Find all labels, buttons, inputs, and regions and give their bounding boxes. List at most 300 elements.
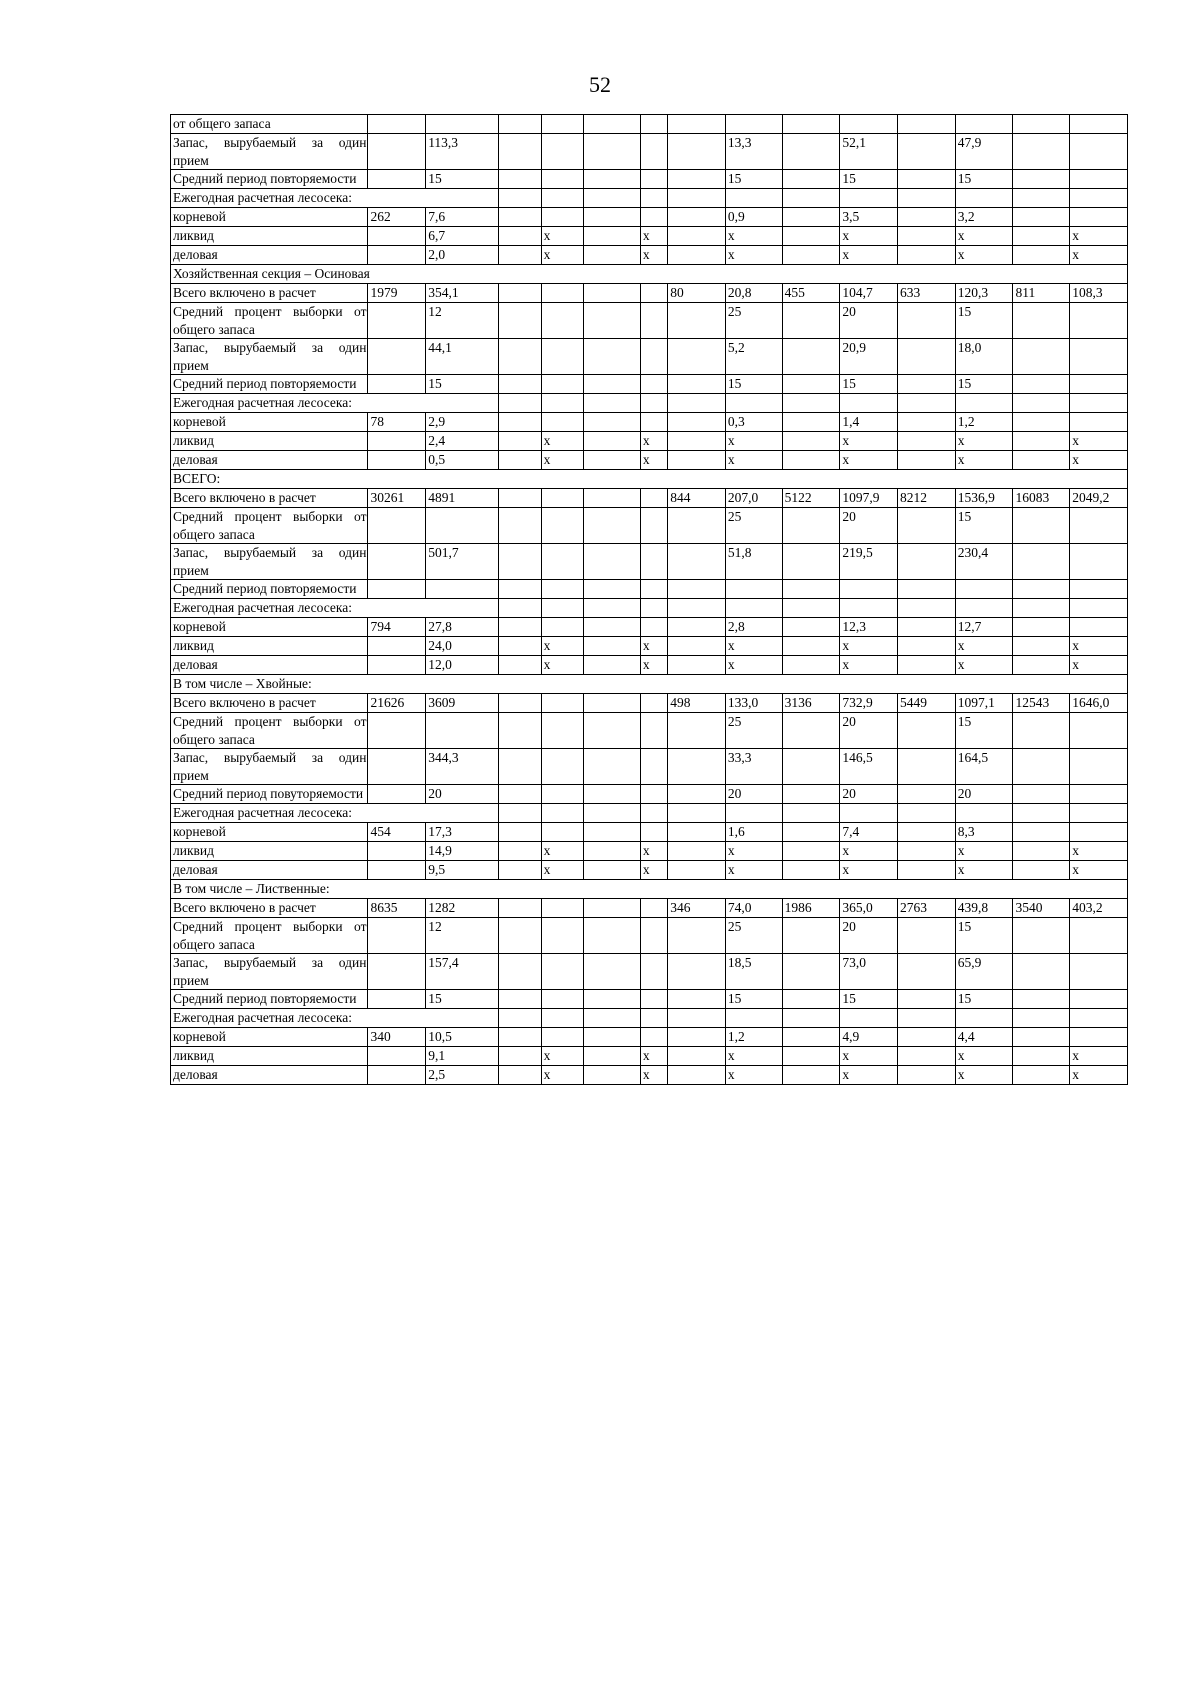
table-cell: 24,0 <box>426 637 499 656</box>
table-cell <box>640 618 667 637</box>
table-cell <box>584 1066 641 1085</box>
table-cell: 1,2 <box>725 1028 782 1047</box>
table-row <box>171 842 1128 861</box>
table-cell <box>898 1009 956 1028</box>
table-cell <box>584 339 641 375</box>
table-cell <box>584 303 641 339</box>
table-cell <box>640 990 667 1009</box>
table-cell <box>1013 115 1070 134</box>
table-cell: 9,5 <box>426 861 499 880</box>
table-cell <box>368 861 426 880</box>
table-cell <box>782 713 840 749</box>
row-label: ликвид <box>171 432 368 451</box>
table-cell <box>499 227 542 246</box>
table-cell <box>1013 339 1070 375</box>
table-cell <box>368 303 426 339</box>
table-cell <box>499 508 542 544</box>
table-cell: x <box>840 656 898 675</box>
table-cell: 16083 <box>1013 489 1070 508</box>
table-cell: 403,2 <box>1070 899 1128 918</box>
table-cell <box>584 246 641 265</box>
table-cell <box>1013 508 1070 544</box>
row-label: Запас, вырубаемый за один прием <box>171 749 368 785</box>
table-cell <box>668 580 726 599</box>
table-row <box>171 694 1128 713</box>
row-label: Средний период повуторяемости <box>171 785 368 804</box>
table-cell <box>898 656 956 675</box>
table-cell <box>782 637 840 656</box>
table-cell: x <box>840 246 898 265</box>
table-cell <box>668 1009 726 1028</box>
table-cell <box>368 227 426 246</box>
table-cell <box>668 842 726 861</box>
table-cell <box>499 451 542 470</box>
table-cell <box>640 694 667 713</box>
table-cell <box>668 918 726 954</box>
table-cell: 344,3 <box>426 749 499 785</box>
table-cell <box>725 115 782 134</box>
table-cell <box>782 842 840 861</box>
section-row <box>171 804 1128 823</box>
table-cell: x <box>955 861 1013 880</box>
table-cell <box>1013 189 1070 208</box>
table-cell <box>1070 804 1128 823</box>
table-cell: 47,9 <box>955 134 1013 170</box>
table-cell <box>898 115 956 134</box>
table-cell: x <box>1070 1047 1128 1066</box>
section-row <box>171 394 1128 413</box>
table-cell <box>1013 208 1070 227</box>
table-cell <box>898 804 956 823</box>
table-cell <box>898 990 956 1009</box>
table-cell: x <box>955 842 1013 861</box>
table-cell: 15 <box>840 375 898 394</box>
table-cell: x <box>840 842 898 861</box>
table-cell <box>1070 990 1128 1009</box>
table-cell: x <box>725 1047 782 1066</box>
table-cell <box>584 899 641 918</box>
table-cell <box>668 954 726 990</box>
table-cell: 25 <box>725 303 782 339</box>
table-cell <box>541 785 584 804</box>
section-row <box>171 189 1128 208</box>
table-cell: 17,3 <box>426 823 499 842</box>
table-cell <box>898 375 956 394</box>
table-cell: 21626 <box>368 694 426 713</box>
section-heading: ВСЕГО: <box>171 470 1128 489</box>
table-cell <box>541 918 584 954</box>
table-cell <box>1070 170 1128 189</box>
table-cell <box>668 134 726 170</box>
table-cell: 8635 <box>368 899 426 918</box>
table-cell <box>499 713 542 749</box>
table-cell: x <box>1070 842 1128 861</box>
table-cell: 15 <box>725 990 782 1009</box>
table-cell <box>668 1047 726 1066</box>
table-cell <box>541 189 584 208</box>
table-cell <box>499 694 542 713</box>
table-cell: 15 <box>955 170 1013 189</box>
table-cell <box>898 208 956 227</box>
table-cell <box>782 451 840 470</box>
table-cell <box>782 804 840 823</box>
table-cell <box>725 189 782 208</box>
table-cell: 12,3 <box>840 618 898 637</box>
table-row <box>171 656 1128 675</box>
table-cell: x <box>840 1066 898 1085</box>
table-cell <box>541 713 584 749</box>
table-cell <box>898 599 956 618</box>
table-cell: x <box>640 451 667 470</box>
table-cell <box>668 508 726 544</box>
table-cell: 80 <box>668 284 726 303</box>
table-cell <box>640 580 667 599</box>
table-cell <box>499 1047 542 1066</box>
section-heading: Ежегодная расчетная лесосека: <box>171 804 499 823</box>
table-cell <box>1013 918 1070 954</box>
table-cell: 113,3 <box>426 134 499 170</box>
table-cell <box>368 713 426 749</box>
table-cell: x <box>725 227 782 246</box>
table-cell: 15 <box>725 170 782 189</box>
table-cell <box>541 618 584 637</box>
table-cell <box>955 599 1013 618</box>
table-cell <box>1070 208 1128 227</box>
table-cell <box>898 785 956 804</box>
table-cell <box>499 990 542 1009</box>
table-cell: x <box>541 1066 584 1085</box>
table-cell <box>1013 1047 1070 1066</box>
table-cell: 3136 <box>782 694 840 713</box>
row-label: Всего включено в расчет <box>171 489 368 508</box>
table-cell <box>541 694 584 713</box>
table-cell: 104,7 <box>840 284 898 303</box>
table-cell <box>499 656 542 675</box>
table-row <box>171 954 1128 990</box>
table-cell <box>1070 375 1128 394</box>
table-cell <box>725 580 782 599</box>
table-cell <box>368 1047 426 1066</box>
table-row <box>171 861 1128 880</box>
table-cell <box>426 115 499 134</box>
table-cell <box>499 580 542 599</box>
table-cell: x <box>955 432 1013 451</box>
table-cell <box>584 170 641 189</box>
table-cell: 3540 <box>1013 899 1070 918</box>
table-row <box>171 339 1128 375</box>
table-cell <box>898 1047 956 1066</box>
table-cell: 73,0 <box>840 954 898 990</box>
table-cell: x <box>640 246 667 265</box>
table-cell <box>584 115 641 134</box>
table-cell <box>368 1066 426 1085</box>
table-cell <box>426 508 499 544</box>
table-cell <box>1013 134 1070 170</box>
table-cell: 6,7 <box>426 227 499 246</box>
table-cell <box>782 954 840 990</box>
table-cell <box>1070 1028 1128 1047</box>
table-cell: x <box>725 637 782 656</box>
table-cell: x <box>1070 451 1128 470</box>
table-cell: x <box>640 432 667 451</box>
table-row <box>171 375 1128 394</box>
table-cell: 13,3 <box>725 134 782 170</box>
table-row <box>171 1066 1128 1085</box>
table-cell <box>782 413 840 432</box>
table-cell <box>1013 804 1070 823</box>
table-cell <box>1013 823 1070 842</box>
table-cell: 12,0 <box>426 656 499 675</box>
table-cell <box>668 713 726 749</box>
table-cell <box>640 1009 667 1028</box>
table-cell: x <box>640 637 667 656</box>
table-cell <box>840 189 898 208</box>
table-cell <box>584 599 641 618</box>
table-row <box>171 208 1128 227</box>
table-cell: 0,5 <box>426 451 499 470</box>
table-cell <box>499 842 542 861</box>
table-cell <box>541 1028 584 1047</box>
table-cell <box>1013 656 1070 675</box>
table-cell <box>541 508 584 544</box>
table-cell: 51,8 <box>725 544 782 580</box>
table-cell <box>782 1009 840 1028</box>
table-cell: 78 <box>368 413 426 432</box>
table-cell <box>898 170 956 189</box>
row-label: Всего включено в расчет <box>171 694 368 713</box>
table-cell <box>1013 544 1070 580</box>
table-cell: 501,7 <box>426 544 499 580</box>
table-cell <box>840 599 898 618</box>
table-cell: 7,6 <box>426 208 499 227</box>
section-heading: Ежегодная расчетная лесосека: <box>171 1009 499 1028</box>
table-cell <box>782 990 840 1009</box>
table-cell: 15 <box>840 990 898 1009</box>
table-row <box>171 246 1128 265</box>
table-cell <box>499 189 542 208</box>
table-cell <box>668 1066 726 1085</box>
table-cell: 1979 <box>368 284 426 303</box>
table-row <box>171 432 1128 451</box>
table-cell: 0,3 <box>725 413 782 432</box>
table-cell <box>640 804 667 823</box>
table-cell: 14,9 <box>426 842 499 861</box>
table-cell <box>782 189 840 208</box>
table-row <box>171 580 1128 599</box>
section-heading: Хозяйственная секция – Осиновая <box>171 265 1128 284</box>
table-cell <box>782 580 840 599</box>
table-cell <box>782 785 840 804</box>
table-cell <box>640 394 667 413</box>
table-cell <box>541 823 584 842</box>
table-cell <box>898 918 956 954</box>
table-cell <box>499 489 542 508</box>
table-cell <box>541 990 584 1009</box>
table-cell <box>1013 1066 1070 1085</box>
table-cell <box>584 451 641 470</box>
table-cell <box>499 134 542 170</box>
table-cell <box>541 954 584 990</box>
table-cell: 12 <box>426 303 499 339</box>
table-cell: 207,0 <box>725 489 782 508</box>
table-cell <box>499 1028 542 1047</box>
table-cell <box>955 580 1013 599</box>
row-label: корневой <box>171 1028 368 1047</box>
table-cell <box>725 804 782 823</box>
table-cell: 5449 <box>898 694 956 713</box>
table-cell <box>584 842 641 861</box>
table-cell <box>840 115 898 134</box>
table-cell <box>668 749 726 785</box>
section-row <box>171 880 1128 899</box>
table-cell <box>640 749 667 785</box>
table-cell <box>640 303 667 339</box>
table-cell: x <box>840 227 898 246</box>
table-row <box>171 227 1128 246</box>
table-cell: 15 <box>426 990 499 1009</box>
table-cell <box>668 637 726 656</box>
table-cell <box>782 1028 840 1047</box>
table-cell <box>640 115 667 134</box>
row-label: Средний процент выборки от общего запаса <box>171 303 368 339</box>
table-cell: 2763 <box>898 899 956 918</box>
table-cell <box>584 713 641 749</box>
table-cell: x <box>725 842 782 861</box>
table-cell: x <box>541 246 584 265</box>
table-cell <box>541 115 584 134</box>
section-row <box>171 470 1128 489</box>
table-cell <box>668 227 726 246</box>
table-cell: 1,4 <box>840 413 898 432</box>
table-cell <box>1070 339 1128 375</box>
table-cell <box>898 713 956 749</box>
table-cell <box>584 954 641 990</box>
table-cell: 20,8 <box>725 284 782 303</box>
table-cell <box>584 749 641 785</box>
table-cell <box>541 339 584 375</box>
table-cell: 1282 <box>426 899 499 918</box>
table-cell <box>368 749 426 785</box>
row-label: Запас, вырубаемый за один прием <box>171 134 368 170</box>
table-cell <box>668 189 726 208</box>
table-cell <box>898 246 956 265</box>
section-heading: Ежегодная расчетная лесосека: <box>171 189 499 208</box>
table-cell <box>1013 637 1070 656</box>
table-cell <box>368 990 426 1009</box>
table-cell <box>541 134 584 170</box>
table-cell: x <box>955 656 1013 675</box>
table-cell <box>725 1009 782 1028</box>
table-cell <box>898 227 956 246</box>
table-cell <box>1013 394 1070 413</box>
table-cell <box>541 580 584 599</box>
table-cell <box>898 189 956 208</box>
table-cell: x <box>840 861 898 880</box>
table-cell <box>499 804 542 823</box>
table-cell <box>1070 599 1128 618</box>
table-cell: 30261 <box>368 489 426 508</box>
table-cell <box>499 375 542 394</box>
table-cell <box>499 637 542 656</box>
table-cell <box>640 954 667 990</box>
table-cell: 5122 <box>782 489 840 508</box>
row-label: Средний процент выборки от общего запаса <box>171 713 368 749</box>
table-cell: 25 <box>725 918 782 954</box>
table-cell <box>584 804 641 823</box>
table-cell: 12 <box>426 918 499 954</box>
row-label: корневой <box>171 823 368 842</box>
table-cell <box>584 785 641 804</box>
table-body <box>171 115 1128 1085</box>
table-cell <box>584 394 641 413</box>
table-cell <box>955 189 1013 208</box>
table-cell <box>898 432 956 451</box>
table-row <box>171 489 1128 508</box>
table-cell <box>898 1066 956 1085</box>
table-cell: 74,0 <box>725 899 782 918</box>
table-cell <box>1070 115 1128 134</box>
table-cell: 33,3 <box>725 749 782 785</box>
table-cell: 120,3 <box>955 284 1013 303</box>
table-cell: 1097,9 <box>840 489 898 508</box>
table-cell <box>499 918 542 954</box>
table-cell <box>640 899 667 918</box>
table-row <box>171 990 1128 1009</box>
table-cell <box>368 954 426 990</box>
row-label: Запас, вырубаемый за один прием <box>171 954 368 990</box>
table-cell: 20,9 <box>840 339 898 375</box>
table-cell <box>541 170 584 189</box>
table-cell: 18,5 <box>725 954 782 990</box>
table-cell: x <box>541 637 584 656</box>
table-cell <box>1013 413 1070 432</box>
table-cell <box>898 339 956 375</box>
table-cell <box>1013 303 1070 339</box>
row-label: Средний процент выборки от общего запаса <box>171 508 368 544</box>
table-cell: 4891 <box>426 489 499 508</box>
table-cell: 5,2 <box>725 339 782 375</box>
table-cell <box>499 170 542 189</box>
table-cell: 4,9 <box>840 1028 898 1047</box>
table-cell: x <box>640 842 667 861</box>
table-cell <box>584 580 641 599</box>
table-cell <box>640 713 667 749</box>
table-cell <box>1013 954 1070 990</box>
table-cell: 219,5 <box>840 544 898 580</box>
table-row <box>171 303 1128 339</box>
table-cell <box>640 544 667 580</box>
table-cell: 20 <box>840 918 898 954</box>
table-cell <box>1013 451 1070 470</box>
table-cell <box>668 544 726 580</box>
table-cell <box>782 544 840 580</box>
table-cell <box>1070 785 1128 804</box>
table-cell: x <box>840 451 898 470</box>
table-cell <box>584 918 641 954</box>
table-cell <box>541 899 584 918</box>
table-cell <box>640 375 667 394</box>
table-row <box>171 508 1128 544</box>
table-cell <box>541 544 584 580</box>
table-cell <box>499 303 542 339</box>
table-cell <box>499 544 542 580</box>
table-cell: 12,7 <box>955 618 1013 637</box>
table-cell <box>898 508 956 544</box>
table-cell <box>1013 749 1070 785</box>
table-cell <box>782 303 840 339</box>
table-cell <box>782 1047 840 1066</box>
table-cell <box>668 861 726 880</box>
